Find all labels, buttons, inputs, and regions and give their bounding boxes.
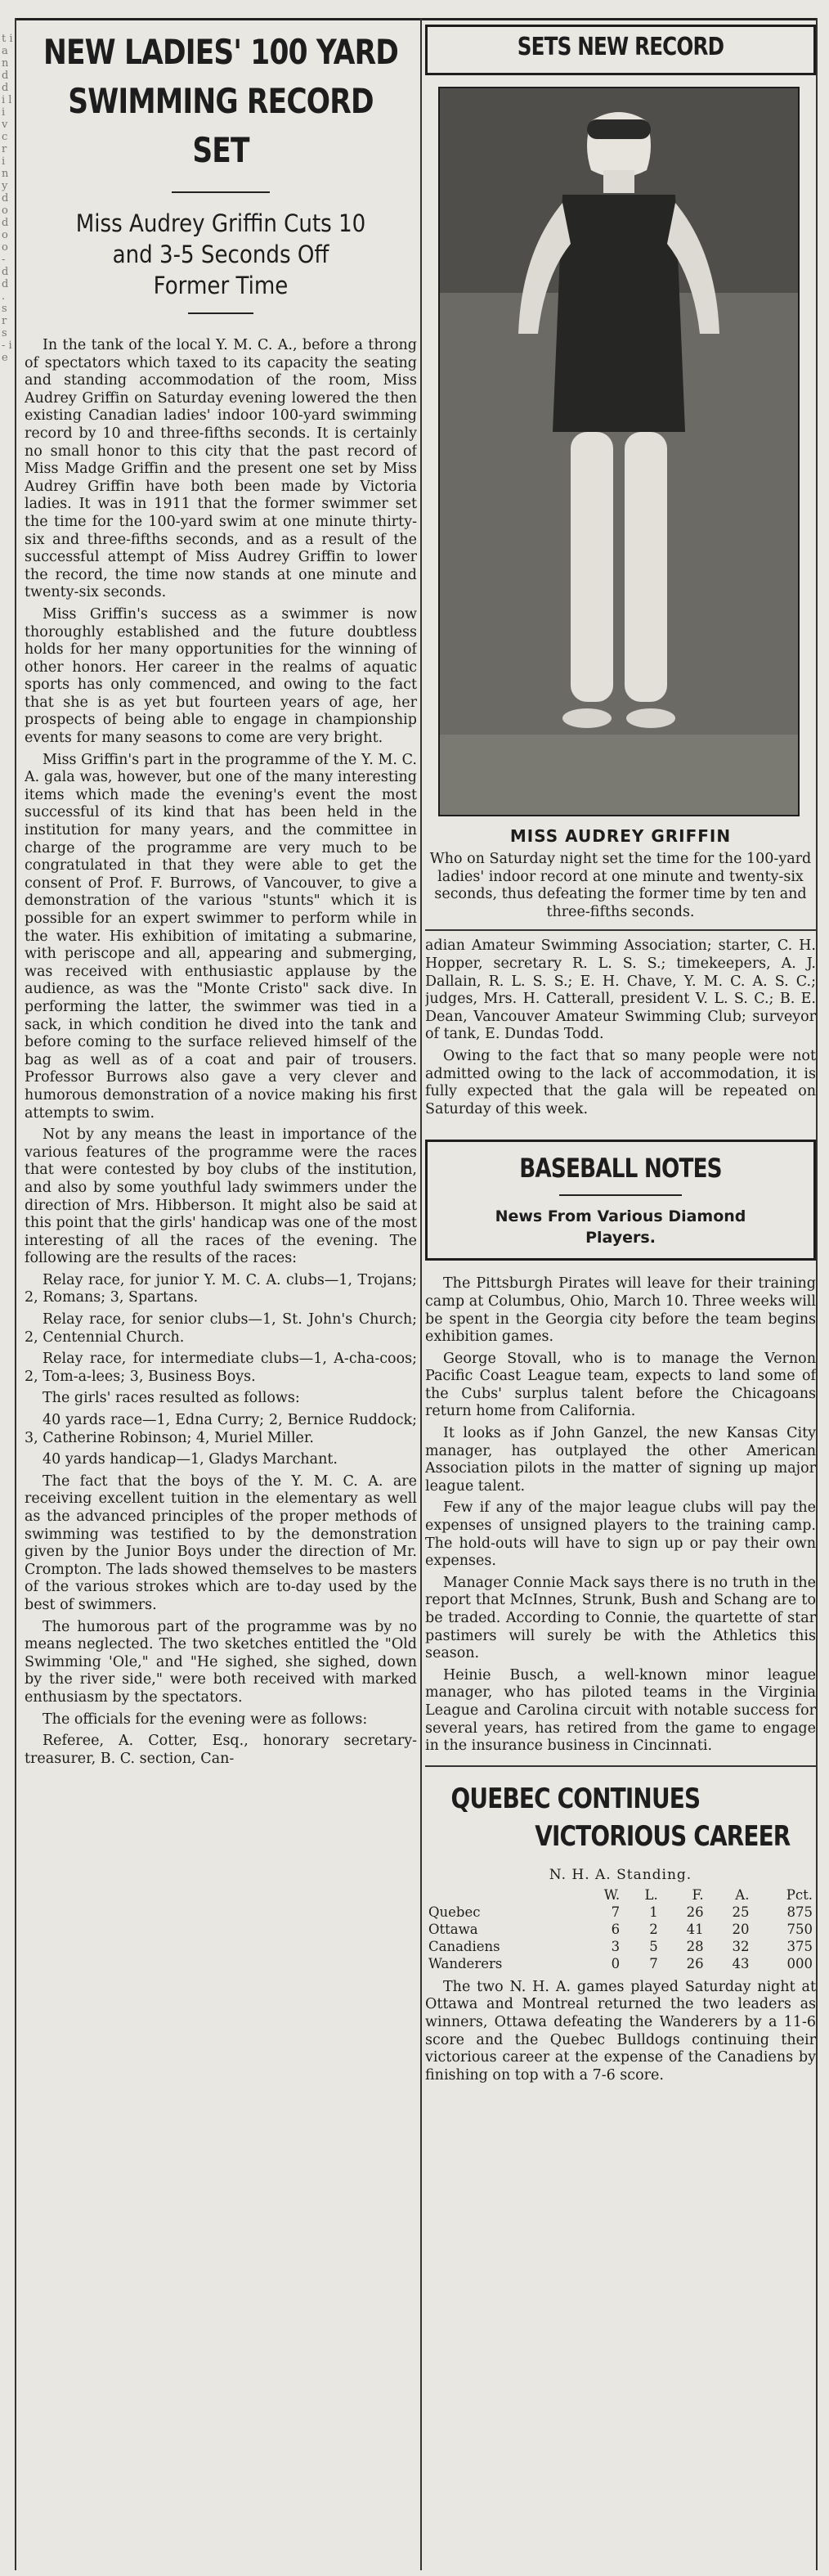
team-name: Quebec: [428, 1904, 481, 1920]
article-paragraph: Referee, A. Cotter, Esq., honorary secretary-treasurer, B. C. section, Can-: [25, 1733, 417, 1767]
nha-standings: [425, 1867, 816, 1972]
table-cell: 20: [732, 1921, 750, 1937]
race-result: 40 yards handicap—1, Gladys Marchant.: [43, 1451, 338, 1468]
quebec-headline-line-2: VICTORIOUS CAREER: [535, 1819, 791, 1853]
table-cell: 0: [611, 1955, 621, 1971]
baseball-headline: BASEBALL NOTES: [519, 1153, 722, 1185]
left-border-rule: [15, 18, 16, 2570]
section-divider: [425, 1765, 816, 1767]
subheadline: [25, 208, 417, 301]
table-cell: 5: [649, 1938, 658, 1954]
baseball-paragraph: Manager Connie Mack says there is no truth in the report that McInnes, Strunk, Bush and Schang are to be traded. According to Connie, the quartette of star pastimers will surely be with the Athletics this season.: [425, 1574, 816, 1662]
standings-table: [425, 1886, 816, 1972]
standings-title: N. H. A. Standing.: [549, 1866, 692, 1883]
column-header: [425, 1886, 580, 1904]
quebec-headline-line-1: QUEBEC CONTINUES: [450, 1782, 701, 1815]
right-column: [425, 25, 816, 2569]
continuation-paragraph: Owing to the fact that so many people were not admitted owing to the lack of accommodation, it is fully expected that the gala will be repeated on Saturday of this week.: [425, 1047, 816, 1117]
photo-caption: MISS AUDREY GRIFFIN: [509, 826, 732, 846]
race-result: Relay race, for intermediate clubs—1, A-cha-coos; 2, Tom-a-lees; 3, Business Boys.: [25, 1351, 417, 1385]
article-paragraph: Miss Griffin's part in the programme of the Y. M. C. A. gala was, however, but one of the many interesting items which made the evening's event the most successful of its kind that has been held in the institution for many years, and the committee in charge of the programme are very much to be congratulated in that they were able to get the consent of Prof. F. Burrows, of Vancouver, to give a demonstration of the various "stunts" which it is possible for an expert swimmer to perform while in the water. His exhibition of imitating a submarine, with periscope and all, appearing and submerging, was received with enthusiastic applause by the audience, as was the "Monte Cristo" sack dive. In performing the latter, the swimmer was tied in a sack, in which condition he dived into the tank and before coming to the surface relieved himself of the bag as well as of a coat and pair of trousers. Professor Burrows also gave a very clever and humorous demonstration of a novice making his first attempts to swim.: [25, 751, 417, 1122]
article-paragraph: In the tank of the local Y. M. C. A., before a throng of spectators which taxed to its capacity the seating and standing accommodation of the room, Miss Audrey Griffin on Saturday evening lowered the then existing Canadian ladies' indoor 100-yard swimming record by 10 and three-fifths seconds. It is certainly no small honor to this city that the past record of Miss Madge Griffin and the present one set by Miss Audrey Griffin have both been made by Victoria ladies. It was in 1911 that the former swimmer set the time for the 100-yard swim at one minute thirty-six and three-fifths seconds, and as a result of the successful attempt of Miss Audrey Griffin to lower the record, the time now stands at one minute and twenty-six seconds.: [25, 337, 417, 601]
headline-divider: [172, 191, 270, 193]
article-paragraph: The humorous part of the programme was by no means neglected. The two sketches entitled the "Old Swimming 'Ole," and "He sighed, she sighed, down by the river side," were both received with marked enthusiasm by the spectators.: [25, 1618, 417, 1706]
subhead-line-3: Former Time: [153, 272, 289, 299]
subhead-line-1: Miss Audrey Griffin Cuts 10: [75, 209, 366, 237]
column-header: L.: [644, 1886, 658, 1903]
headline-line-2: SWIMMING RECORD SET: [68, 81, 374, 170]
table-cell: 2: [649, 1921, 658, 1937]
continuation-paragraph: adian Amateur Swimming Association; starter, C. H. Hopper, secretary R. L. S. S.; timekeepers, A. J. Dallain, R. L. S. S.; E. H. Chave, Y. M. C. A. S. C.; judges, Mrs. H. Catterall, president V. L. S. C.; B. E. Dean, Vancouver Amateur Swimming Club; surveyor of tank, E. Dundas Todd.: [425, 937, 816, 1043]
continuation-body: [425, 937, 816, 1118]
photo-box-title: SETS NEW RECORD: [517, 33, 724, 61]
baseball-paragraph: It looks as if John Ganzel, the new Kansas City manager, has outplayed the other American Association pilots in the matter of signing up major league talent.: [425, 1425, 816, 1495]
swimmer-figure-image: [440, 88, 798, 815]
table-cell: 25: [732, 1904, 750, 1920]
table-cell: 375: [786, 1938, 813, 1954]
table-row: [425, 1904, 816, 1921]
baseball-notes-box: [425, 1140, 816, 1261]
quebec-headline: [447, 1780, 795, 1855]
quebec-body: [425, 1979, 816, 2085]
right-border-rule: [816, 18, 818, 2570]
baseball-divider: [559, 1194, 682, 1196]
column-divider: [420, 18, 422, 2570]
table-row: [425, 1921, 816, 1938]
table-cell: 43: [732, 1955, 750, 1971]
column-header: F.: [692, 1886, 704, 1903]
table-cell: 7: [649, 1955, 658, 1971]
table-cell: 32: [732, 1938, 750, 1954]
table-cell: 3: [611, 1938, 621, 1954]
table-cell: 7: [611, 1904, 621, 1920]
baseball-paragraph: The Pittsburgh Pirates will leave for their training camp at Columbus, Ohio, March 10. Three weeks will be spent in the Georgia city before the team begins exhibition games.: [425, 1275, 816, 1346]
table-row: [425, 1955, 816, 1972]
baseball-body: [425, 1275, 816, 1755]
standings-header-row: [425, 1886, 816, 1904]
race-result: Relay race, for junior Y. M. C. A. clubs—1, Trojans; 2, Romans; 3, Spartans.: [25, 1271, 417, 1306]
subhead-line-2: and 3-5 Seconds Off: [112, 241, 329, 268]
main-headline: [40, 28, 402, 175]
table-cell: 000: [786, 1955, 813, 1971]
caption-text: [425, 851, 816, 921]
race-result: 40 yards race—1, Edna Curry; 2, Bernice Ruddock; 3, Catherine Robinson; 4, Muriel Miller.: [25, 1412, 417, 1446]
table-cell: 26: [686, 1955, 704, 1971]
column-header: W.: [603, 1886, 621, 1903]
article-paragraph: Miss Griffin's success as a swimmer is now thoroughly established and the future doubtless holds for her many opportunities for the winning of other honors. Her career in the realms of aquatic sports has only commenced, and owing to the fact that she is as yet but fourteen years of age, her prospects of being able to engage in championship events for many seasons to come are very bright.: [25, 605, 417, 747]
team-name: Ottawa: [428, 1921, 478, 1937]
article-body: [25, 337, 417, 1768]
baseball-subhead-2: Players.: [585, 1229, 656, 1248]
table-cell: 875: [786, 1904, 813, 1920]
baseball-subhead-1: News From Various Diamond: [495, 1207, 746, 1226]
article-paragraph: The fact that the boys of the Y. M. C. A. are receiving excellent tuition in the elementary as well as the advanced principles of the proper methods of swimming was testified to by the demonstration given by the Junior Boys under the direction of Mr. Crompton. The lads showed themselves to be masters of the various strokes which are to-day used by the best of swimmers.: [25, 1472, 417, 1613]
table-cell: 1: [649, 1904, 658, 1920]
headline-line-1: NEW LADIES' 100 YARD: [43, 32, 399, 72]
baseball-paragraph: George Stovall, who is to manage the Vernon Pacific Coast League team, expects to land some of the Cubs' surplus talent before the Chicagoans return home from California.: [425, 1350, 816, 1420]
table-cell: 750: [786, 1921, 813, 1937]
top-rule: [15, 18, 818, 20]
article-paragraph: The girls' races resulted as follows:: [43, 1390, 300, 1407]
table-cell: 26: [686, 1904, 704, 1920]
baseball-paragraph: Heinie Busch, a well-known minor league manager, who has piloted teams in the Virginia League and Carolina circuit with notable success for several years, has retired from the game to engage in the insurance business in Cincinnati.: [425, 1666, 816, 1755]
race-result: Relay race, for senior clubs—1, St. John's Church; 2, Centennial Church.: [25, 1311, 417, 1346]
quebec-paragraph: The two N. H. A. games played Saturday night at Ottawa and Montreal returned the two leaders as winners, Ottawa defeating the Wanderers by a 11-6 score and the Quebec Bulldogs continuing their victorious career at the expense of the Canadiens by finishing on top with a 7-6 score.: [425, 1978, 816, 2084]
article-paragraph: The officials for the evening were as follows:: [43, 1711, 368, 1728]
table-row: [425, 1938, 816, 1955]
table-cell: 41: [686, 1921, 704, 1937]
section-divider: [425, 929, 816, 931]
photo-box: [425, 25, 816, 75]
adjacent-column-fragment: t i a n d d i l i v c r i n y d o d o o - d d . s r s - i e: [2, 33, 13, 364]
subhead-divider: [188, 312, 253, 314]
caption-paragraph: Who on Saturday night set the time for the 100-yard ladies' indoor record at one minute and twenty-six seconds, thus defeating the former time by ten and three-fifths seconds.: [429, 851, 812, 920]
article-paragraph: Not by any means the least in importance of the various features of the programme were the races that were contested by boy clubs of the institution, and also by some youthful lady swimmers under the direction of Mrs. Hibberson. It might also be said at this point that the girls' handicap was one of the most interesting of all the races of the evening. The following are the results of the races:: [25, 1126, 417, 1267]
team-name: Canadiens: [428, 1938, 500, 1954]
left-column: [25, 25, 417, 2569]
portrait-photo: [438, 87, 800, 816]
column-header: Pct.: [786, 1886, 813, 1903]
table-cell: 6: [611, 1921, 621, 1937]
column-header: A.: [735, 1886, 750, 1903]
baseball-paragraph: Few if any of the major league clubs will pay the expenses of unsigned players to the training camp. The hold-outs will have to sign up or pay their own expenses.: [425, 1499, 816, 1570]
table-cell: 28: [686, 1938, 704, 1954]
team-name: Wanderers: [428, 1955, 503, 1971]
